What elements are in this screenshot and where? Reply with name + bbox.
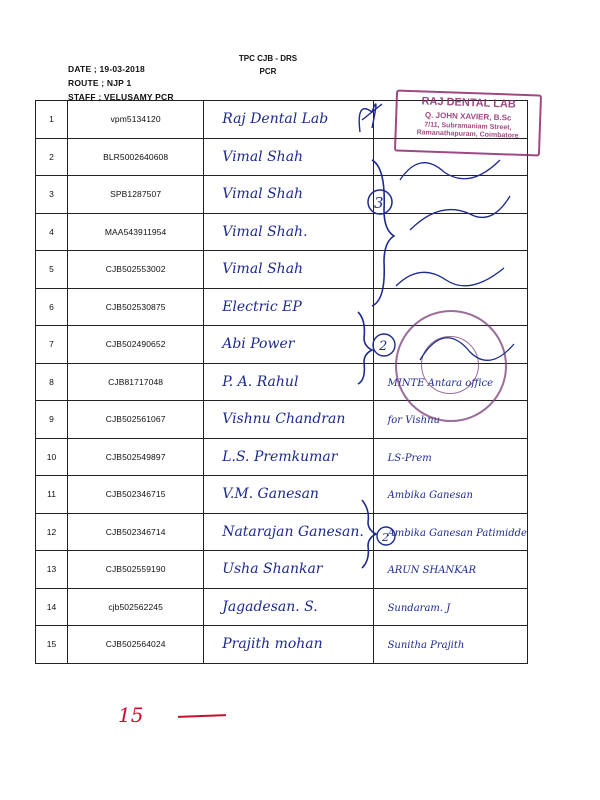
consignee-name: Raj Dental Lab <box>222 111 329 128</box>
row-number: 7 <box>49 339 54 350</box>
row-number: 6 <box>49 301 54 312</box>
row-number: 2 <box>49 151 54 162</box>
awb-number: cjb502562245 <box>108 601 163 612</box>
consignee-name: Jagadesan. S. <box>222 598 318 615</box>
stamp-line-1: RAJ DENTAL LAB <box>421 95 517 111</box>
receiver-signature: Ambika Ganesan <box>387 490 473 502</box>
circled-count-3-digit: 3 <box>374 194 384 212</box>
consignee-name: Usha Shankar <box>222 561 323 578</box>
awb-number: SPB1287507 <box>110 189 162 200</box>
receiver-signature: MINTE Antara office <box>387 377 494 389</box>
circled-count-2-b-digit: 2 <box>382 531 389 544</box>
consignee-name: Abi Power <box>222 336 295 353</box>
staff-field: STAFF ; VELUSAMY PCR <box>68 92 174 102</box>
consignee-name: Vishnu Chandran <box>222 411 346 428</box>
receiver-signature: Sundaram. J <box>387 602 451 614</box>
row-number: 15 <box>46 639 57 650</box>
awb-number: vpm5134120 <box>110 114 161 125</box>
row-number: 4 <box>49 226 54 237</box>
row-number: 5 <box>49 264 54 275</box>
route-field: ROUTE ; NJP 1 <box>68 78 132 88</box>
consignee-name: Vimal Shah <box>222 261 304 278</box>
consignee-name: Prajith mohan <box>222 636 323 653</box>
brace-rows-2-5 <box>372 160 394 306</box>
receiver-signature: ARUN SHANKAR <box>387 565 477 577</box>
stamp-line-3: 7/11, Subramaniam Street, <box>424 121 512 132</box>
awb-number: CJB502564024 <box>105 639 166 650</box>
consignee-name: Vimal Shah <box>222 186 304 203</box>
awb-number: CJB502530875 <box>105 301 166 312</box>
brace-rows-6-7 <box>358 312 372 384</box>
consignee-name: Vimal Shah <box>222 148 304 165</box>
row-number: 9 <box>49 414 54 425</box>
awb-number: CJB502561067 <box>105 414 166 425</box>
awb-number: CJB81717048 <box>108 376 164 387</box>
consignee-name: Electric EP <box>222 298 302 315</box>
row-number: 11 <box>47 489 56 500</box>
receiver-signature: Sunitha Prajith <box>387 640 465 652</box>
stamp-line-4: Ramanathapuram, Coimbatore <box>416 129 519 140</box>
brace-rows-11-12 <box>362 500 376 568</box>
row-number: 3 <box>49 189 54 200</box>
row-number: 10 <box>46 451 57 462</box>
total-count: 15 <box>118 703 144 727</box>
title-line-2: PCR <box>259 67 277 76</box>
circled-count-2-a-digit: 2 <box>379 339 388 354</box>
consignee-name: Natarajan Ganesan. <box>222 523 364 540</box>
awb-number: BLR5002640608 <box>103 151 169 162</box>
awb-number: MAA543911954 <box>104 226 167 237</box>
row-number: 14 <box>46 601 57 612</box>
consignee-name: Vimal Shah. <box>222 223 308 240</box>
receiver-signature: LS-Prem <box>387 452 432 464</box>
row-number: 8 <box>49 376 54 387</box>
awb-number: CJB502549897 <box>105 451 166 462</box>
date-field: DATE ; 19-03-2018 <box>68 64 145 74</box>
row-number: 13 <box>46 564 57 575</box>
title-line-1: TPC CJB - DRS <box>238 54 298 63</box>
signature-row-5 <box>396 268 504 286</box>
consignee-name: V.M. Ganesan <box>222 486 319 503</box>
consignee-name: L.S. Premkumar <box>222 448 338 465</box>
row-number: 12 <box>46 526 57 537</box>
awb-number: CJB502559190 <box>105 564 166 575</box>
row-number: 1 <box>49 114 54 125</box>
stamp-line-2: Q. JOHN XAVIER, B.Sc <box>424 110 512 123</box>
signature-rows-6-7 <box>420 338 514 361</box>
signature-row-1 <box>359 104 382 132</box>
consignee-name: P. A. Rahul <box>222 373 299 390</box>
signature-rows-2-4 <box>400 160 510 230</box>
awb-number: CJB502553002 <box>105 264 166 275</box>
awb-number: CJB502490652 <box>105 339 166 350</box>
awb-number: CJB502346714 <box>105 526 166 537</box>
awb-number: CJB502346715 <box>105 489 166 500</box>
receiver-signature: for Vishnu <box>387 415 440 427</box>
receiver-signature: Ambika Ganesan Patimidde <box>387 527 527 539</box>
